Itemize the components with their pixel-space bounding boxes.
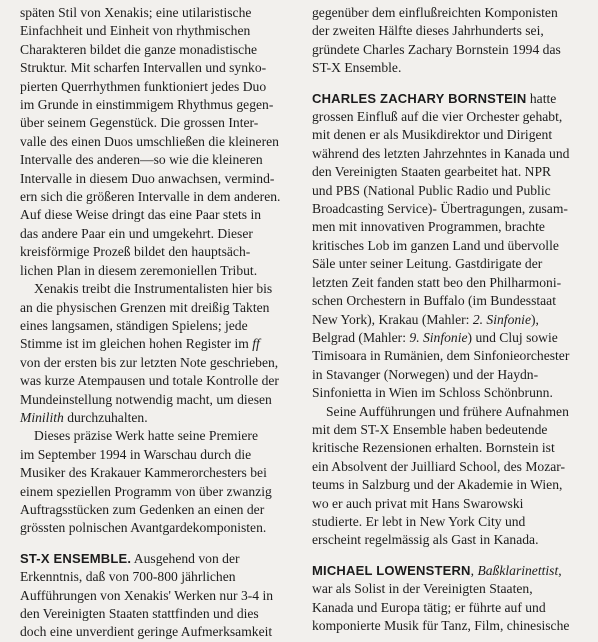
text-line: wo er auch privat mit Hans Swarowski [312, 495, 524, 511]
text-line: lichen Plan in diesem zeremoniellen Tribut. [20, 262, 258, 278]
text-line: Struktur. Mit scharfen Intervallen und synko- [20, 60, 267, 76]
text-line: ern sich die größeren Intervalle in dem anderen. [20, 189, 281, 205]
text-line: eines langsamen, ständigen Spielens; jede [20, 317, 248, 333]
text-line: das andere Paar ein und umgekehrt. Dieser [20, 225, 253, 241]
right-column [312, 4, 578, 635]
text-run: New York), Krakau (Mahler: [312, 311, 473, 327]
text-line: gegenüber dem einflußreichten Komponisten [312, 5, 558, 20]
text-line: im September 1994 in Warschau durch die [20, 446, 252, 462]
text-run: durchzuhalten. [63, 409, 148, 425]
text-line: Auftragsstücken zum Gedenken an einen der [20, 501, 265, 517]
text-line: Auf diese Weise dringt das eine Paar stets in [20, 207, 262, 223]
text-line: Sinfonietta in Wien im Schloss Schönbrunn. [312, 385, 553, 401]
text-line: komponierte Musik für Tanz, Film, chinesische [312, 618, 570, 633]
text-line [20, 409, 296, 427]
text-line: Dieses präzise Werk hatte seine Premiere [34, 428, 258, 444]
text-line [312, 90, 578, 108]
text-line: valle des einen Duos umschließen die kleineren [20, 133, 279, 149]
text-line: den Vereinigten Staaten gearbeitet hat. NPR [312, 164, 552, 180]
text-line: an die physischen Grenzen mit dreißig Takten [20, 299, 270, 315]
text-run: ) und Cluj sowie [467, 329, 558, 345]
text-run: Stimme ist im gleichen hohen Register im [20, 336, 253, 352]
ensemble-founding-paragraph [312, 4, 578, 78]
lowenstern-heading: MICHAEL LOWENSTERN [312, 562, 471, 578]
fortissimo-marking: ff [252, 336, 260, 352]
text-line: was kurze Atempausen und totale Kontrolle der [20, 373, 279, 389]
text-line: Musiker des Krakauer Kammerorchesters bei [20, 465, 267, 481]
text-line: Einfachheit und Einheit von rhythmischen [20, 23, 251, 39]
xenakis-analysis-paragraph [20, 4, 296, 280]
text-line: mit dem ST-X Ensemble haben bedeutende [312, 421, 548, 437]
text-line: ST-X Ensemble. [312, 60, 402, 76]
text-line: Timisoara in Rumänien, dem Sinfonieorchester [312, 348, 570, 364]
text-line: Intervalle des anderen—so wie die kleineren [20, 152, 263, 168]
text-line: teums in Salzburg und der Akademie in Wien, [312, 477, 563, 493]
text-line: grossen Einfluß auf die vier Orchester gehabt, [312, 109, 563, 125]
text-line: späten Stil von Xenakis; eine utilaristische [20, 5, 252, 20]
text-line: Erkenntnis, daß von 700-800 jährlichen [20, 569, 236, 585]
text-line: Aufführungen von Xenakis' Werken nur 3-4 in [20, 587, 274, 603]
text-line [312, 329, 578, 347]
text-line: Säle unter seiner Leitung. Gastdirigate der [312, 256, 543, 272]
left-column [20, 4, 296, 642]
text-line: Kanada und Europa tätig; er führte auf und [312, 599, 546, 615]
text-line [20, 335, 296, 353]
text-line: schen Orchestern in Buffalo (im Bundesstaat [312, 293, 556, 309]
text-line: grössten polnischen Avantgardekomponisten. [20, 520, 267, 536]
text-run: ), [530, 311, 539, 327]
text-line: war als Solist in der Vereinigten Staaten, [312, 581, 533, 597]
text-line: men mit innovativen Programmen, brachte [312, 219, 545, 235]
text-line: gründete Charles Zachary Bornstein 1994 das [312, 41, 561, 57]
work-title-minilith: Minilith [20, 409, 64, 425]
ensemble-paragraph [20, 550, 296, 642]
text-line: Charakteren bildet die ganze monadistische [20, 41, 258, 57]
text-line: einem speziellen Programm von über zwanzig [20, 483, 272, 499]
text-line: kreisförmige Prozeß bildet den hauptsäch- [20, 244, 251, 260]
text-line: über seinem Gegenstück. Die grossen Inter- [20, 115, 259, 131]
ensemble-heading: ST-X ENSEMBLE. [20, 550, 132, 566]
text-line [312, 311, 578, 329]
bornstein-heading: CHARLES ZACHARY BORNSTEIN [312, 90, 527, 106]
text-line: den Vereinigten Staaten stattfinden und dies [20, 606, 259, 621]
text-line [312, 562, 578, 580]
instrument-role: Baßklarinettist [477, 562, 559, 578]
text-run: Ausgehend von der [131, 550, 240, 566]
bornstein-paragraph [312, 90, 578, 403]
text-line: Broadcasting Service)- Übertragungen, zusam- [312, 201, 568, 217]
text-line: erscheint regelmässig als Gast in Kanada. [312, 532, 539, 548]
text-line: mit denen er als Musikdirektor und Dirigent [312, 127, 553, 143]
work-title: 2. Sinfonie [472, 311, 531, 327]
text-line: der zweiten Hälfte dieses Jahrhunderts sei, [312, 23, 544, 39]
text-line: kritisches Lob im ganzen Land und übervolle [312, 237, 559, 253]
premiere-paragraph [20, 427, 296, 537]
text-line: und PBS (National Public Radio und Public [312, 182, 551, 198]
text-run: Belgrad (Mahler: [312, 329, 410, 345]
text-line: Xenakis treibt die Instrumentalisten hier bis [34, 281, 273, 297]
work-title: 9. Sinfonie [409, 329, 468, 345]
text-run: hatte [526, 90, 557, 106]
text-line: von der ersten bis zur letzten Note geschrieben, [20, 354, 279, 370]
text-line: im Grunde in einstimmigem Rhythmus gegen- [20, 97, 274, 113]
text-line [20, 550, 296, 568]
text-line: Seine Aufführungen und frühere Aufnahmen [326, 403, 569, 419]
performances-paragraph [312, 403, 578, 550]
text-line: während des letzten Jahrzehntes in Kanada und [312, 145, 570, 161]
text-line: kritische Rezensionen erhalten. Bornstein ist [312, 440, 555, 456]
text-line: studierte. Er lebt in New York City und [312, 513, 526, 529]
text-line: doch eine unverdient geringe Aufmerksamkeit [20, 624, 273, 640]
text-run: , [470, 562, 478, 578]
text-line: Mundeinstellung notwendig macht, um diesen [20, 391, 272, 407]
text-line: letzten Zeit fanden statt beo den Philharmoni- [312, 274, 562, 290]
text-line: ein Absolvent der Juilliard School, des Mozar- [312, 458, 566, 474]
text-line: Intervalle in diesem Duo anwachsen, vermind- [20, 170, 275, 186]
xenakis-limits-paragraph [20, 280, 296, 427]
text-run: , [558, 562, 562, 578]
text-line: in Stavanger (Norwegen) und der Haydn- [312, 366, 539, 382]
text-line: pierten Querrhythmen funktioniert jedes Duo [20, 78, 267, 94]
